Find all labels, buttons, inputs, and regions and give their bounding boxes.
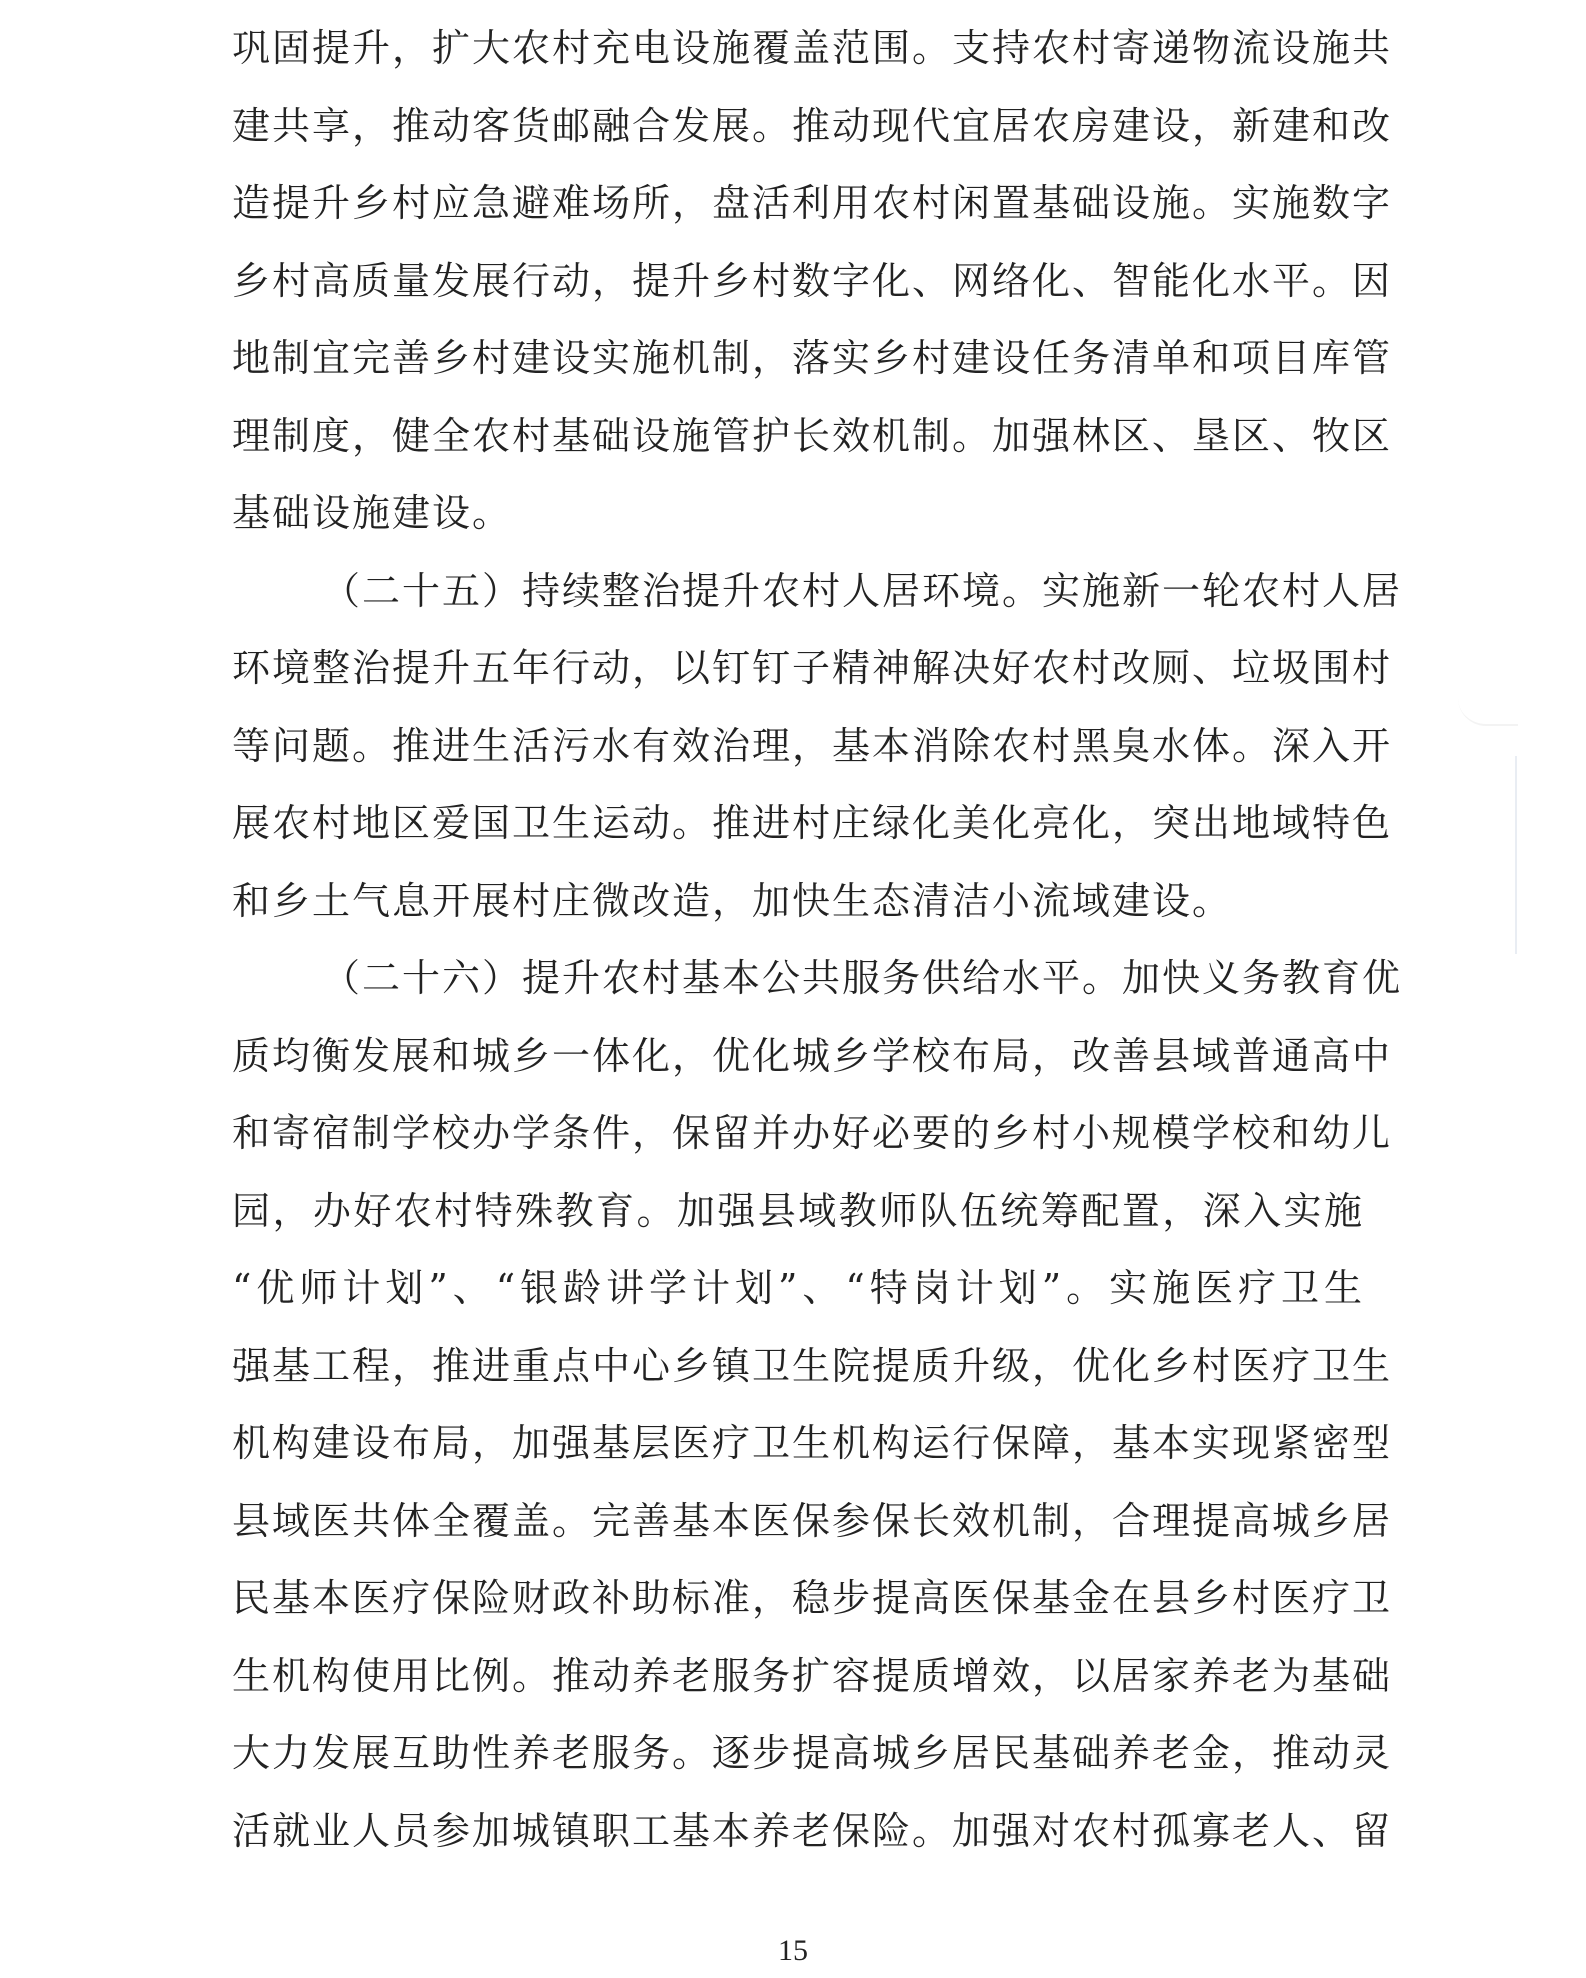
text-line: 等问题。推进生活污水有效治理，基本消除农村黑臭水体。深入开	[232, 723, 1393, 768]
text-line: 基础设施建设。	[232, 491, 513, 535]
text-line: 机构建设布局，加强基层医疗卫生机构运行保障，基本实现紧密型	[232, 1421, 1393, 1465]
paragraph-1	[232, 10, 1393, 553]
text-line: 强基工程，推进重点中心乡镇卫生院提质升级，优化乡村医疗卫生	[232, 1343, 1393, 1388]
side-panel-edge	[1458, 690, 1518, 726]
text-line: 环境整治提升五年行动，以钉钉子精神解决好农村改厕、垃圾围村	[232, 646, 1393, 690]
document-body	[232, 10, 1403, 1870]
text-line: 建共享，推动客货邮融合发展。推动现代宜居农房建设，新建和改	[232, 103, 1393, 148]
text-line: “优师计划”、“银龄讲学计划”、“特岗计划”。实施医疗卫生	[232, 1266, 1364, 1310]
text-line: 质均衡发展和城乡一体化，优化城乡学校布局，改善县域普通高中	[232, 1033, 1393, 1078]
section-heading-line: （二十五）持续整治提升农村人居环境。实施新一轮农村人居	[322, 568, 1403, 613]
text-line: 大力发展互助性养老服务。逐步提高城乡居民基础养老金，推动灵	[232, 1731, 1393, 1775]
paragraph-3	[232, 940, 1403, 1870]
text-line: 地制宜完善乡村建设实施机制，落实乡村建设任务清单和项目库管	[232, 336, 1393, 380]
text-line: 县域医共体全覆盖。完善基本医保参保长效机制，合理提高城乡居	[232, 1498, 1393, 1543]
text-line: 理制度，健全农村基础设施管护长效机制。加强林区、垦区、牧区	[232, 413, 1393, 458]
section-heading-line: （二十六）提升农村基本公共服务供给水平。加快义务教育优	[322, 956, 1403, 1000]
text-line: 民基本医疗保险财政补助标准，稳步提高医保基金在县乡村医疗卫	[232, 1576, 1393, 1620]
page-number: 15	[778, 1934, 808, 1967]
text-line: 活就业人员参加城镇职工基本养老保险。加强对农村孤寡老人、留	[232, 1808, 1393, 1853]
paragraph-2	[232, 553, 1403, 941]
text-line: 展农村地区爱国卫生运动。推进村庄绿化美化亮化，突出地域特色	[232, 801, 1393, 845]
text-line: 和寄宿制学校办学条件，保留并办好必要的乡村小规模学校和幼儿	[232, 1111, 1393, 1155]
text-line: 和乡土气息开展村庄微改造，加快生态清洁小流域建设。	[232, 878, 1233, 923]
text-line: 生机构使用比例。推动养老服务扩容提质增效，以居家养老为基础	[232, 1653, 1393, 1698]
text-line: 巩固提升，扩大农村充电设施覆盖范围。支持农村寄递物流设施共	[232, 26, 1393, 70]
text-line: 造提升乡村应急避难场所，盘活利用农村闲置基础设施。实施数字	[232, 181, 1393, 225]
text-line: 园，办好农村特殊教育。加强县域教师队伍统筹配置，深入实施	[232, 1188, 1364, 1233]
side-panel-divider	[1515, 756, 1517, 954]
text-line: 乡村高质量发展行动，提升乡村数字化、网络化、智能化水平。因	[232, 258, 1393, 303]
